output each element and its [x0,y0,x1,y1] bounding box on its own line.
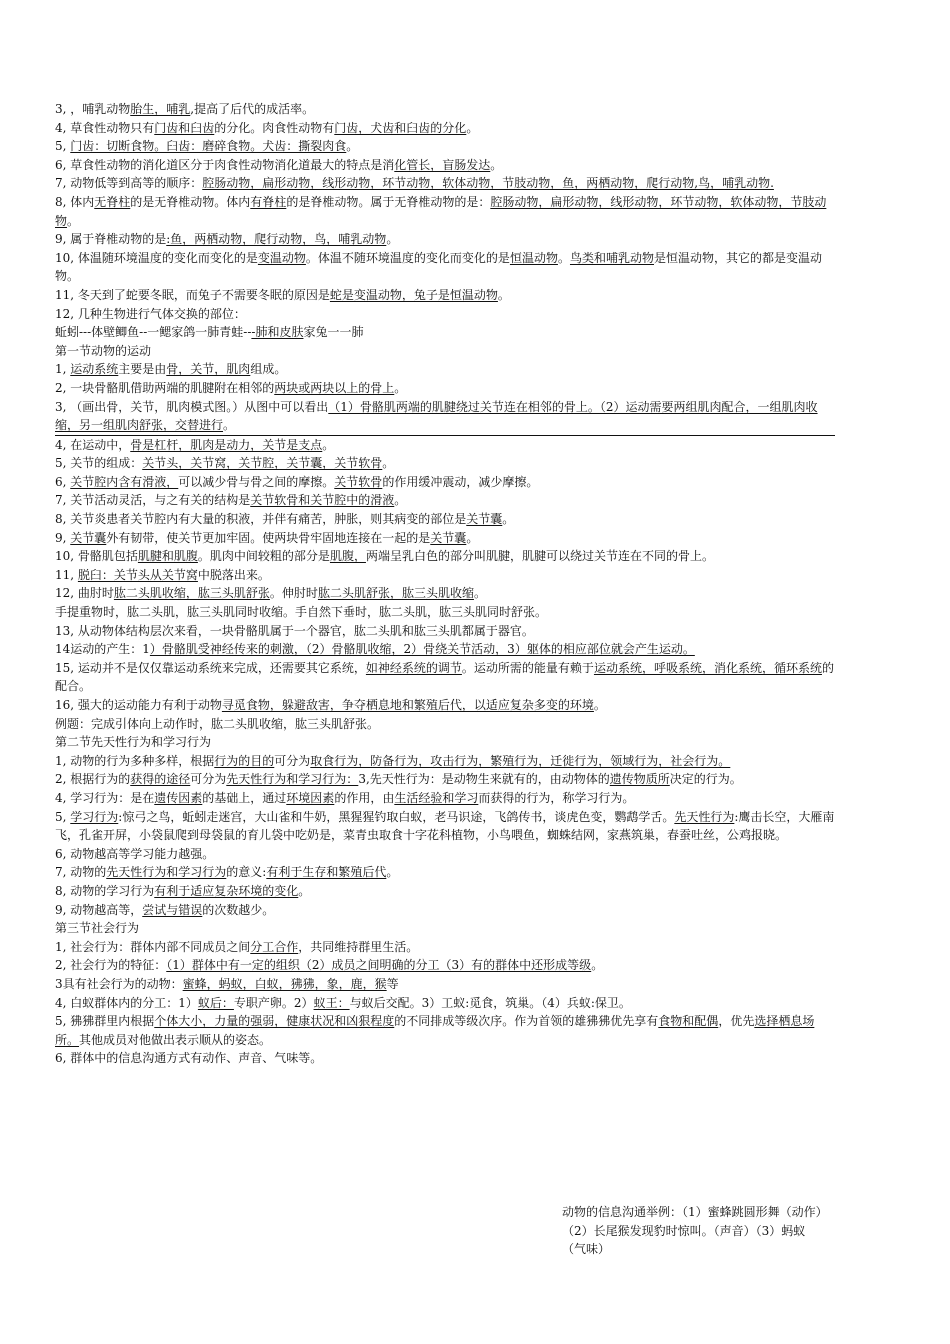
line-text: 中脱落出来。 [197,567,270,582]
text-line [55,473,835,492]
underlined-text: 学习行为 [70,809,119,824]
line-text: 8, 动物的学习行为 [55,883,155,898]
underlined-text: 有利于生存和繁殖后代 [266,865,387,880]
text-line [55,845,835,864]
text-line [55,436,835,455]
underlined-text: -肺和皮肤 [251,325,304,340]
underlined-text: 肌腹， [329,549,366,564]
underlined-text: 运动系统 [70,362,119,377]
line-text: 6, [55,474,71,489]
text-line [55,789,835,808]
underlined-text: 先天性行为和学习行为： [226,772,359,787]
line-text: 主要是由 [118,362,167,377]
underlined-text: 行为的目的 [214,753,275,768]
line-text: 4, 在运动中， [55,437,131,452]
text-line [55,808,835,845]
underlined-text: 选择栖息场所。 [55,1014,815,1047]
underlined-text: 骨，关节，肌肉 [166,362,251,377]
underlined-text: 蚁王： [313,995,350,1010]
underlined-text: 肱二头肌舒张，肱三头肌收缩 [317,586,474,601]
line-text: 13, 从动物体结构层次来看，一块骨骼肌属于一个器官，肱二头肌和肱三头肌都属于器官。 [55,623,534,638]
underlined-text: 恒温动物 [509,250,558,265]
line-text: 。 [67,213,80,228]
line-text: :惊弓之鸟，蚯蚓走迷宫，大山雀和牛奶，黑猩猩钓取白蚁，老马识途，飞鸽传书，谈虎色变，鹦鹉学舌。 [118,809,675,824]
text-line [55,398,835,436]
text-line [55,230,835,249]
text-line [55,733,835,752]
line-text: 第三节社会行为 [55,921,140,936]
line-text: 。 [591,958,604,973]
line-text: 的基础上，通过 [202,790,287,805]
line-text: 8, 体内 [55,194,95,209]
line-text: ，共同维持群里生活。 [298,939,419,954]
line-text: 的意义: [226,865,267,880]
line-text: 。 [394,380,407,395]
underlined-text: 化管长，盲肠发达 [394,157,491,172]
underlined-text: 无脊柱 [94,194,131,209]
text-line [55,863,835,882]
text-line [55,342,835,361]
line-text: 1, 社会行为：群体内部不同成员之间 [55,939,251,954]
text-line [55,770,835,789]
line-text: 12, 几种生物进行气体交换的部位： [55,306,246,321]
line-text: 7, 动物的 [55,865,107,880]
line-text: 专职产卵。2） [233,995,314,1010]
text-line [55,752,835,771]
line-text: 11, [55,567,78,582]
underlined-text: 个体大小，力量的强弱，健康状况和凶狠程度 [154,1014,395,1029]
line-text: 。 [382,456,395,471]
line-text: 。 [473,586,486,601]
text-line [55,1012,835,1049]
text-line [55,584,835,603]
underlined-text: 腔肠动物，扁形动物，线形动物，环节动物，软体动物，节肢动物，鱼，两栖动物，爬行动物,鸟，哺乳动物. [202,176,774,191]
line-text: 10, 骨骼肌包括 [55,549,138,564]
underlined-text: 蚁后： [197,995,234,1010]
line-text: 例题：完成引体向上动作时，肱二头肌收缩，肱三头肌舒张。 [55,716,380,731]
line-text: 。 [502,512,515,527]
line-text: 可分为 [274,753,311,768]
underlined-text: （1）骨骼肌两端的肌腱绕过关节连在相邻的骨上。（2）运动需要两组肌肉配合，一组肌肉收缩，另一组肌肉舒张，交替进行 [55,399,818,433]
line-text: 。运动所需的能量有赖于 [461,660,594,675]
underlined-text: 关节头，关节窝，关节腔，关节囊，关节软骨 [142,456,383,471]
underlined-text: 遗传物质所 [609,772,670,787]
line-text: 。伸肘时 [269,586,318,601]
text-line [55,491,835,510]
text-line [55,510,835,529]
line-text: 。肌肉中间较粗的部分是 [197,549,330,564]
line-text: 。 [557,250,570,265]
line-text: 5, [55,139,71,154]
line-text: 。 [322,437,335,452]
underlined-text: （1）群体中有一定的组织（2）成员之间明确的分工（3）有的群体中还形成等级 [166,958,592,973]
underlined-text: 有脊柱 [250,194,287,209]
underlined-text: 门齿和臼齿 [154,120,215,135]
underlined-text: 环境因素 [286,790,335,805]
underlined-text: 关节软骨和关节腔中的滑液 [250,493,395,508]
line-text: 。 [466,530,479,545]
underlined-text: 取食行为，防备行为，攻击行为，繁殖行为，迁徙行为，领域行为，社会行为。 [310,753,731,768]
underlined-text: 获得的途径 [130,772,191,787]
line-text: 2, 一块骨骼肌借助两端的肌腱附在相邻的 [55,380,275,395]
line-text: 5, 关节的组成： [55,456,143,471]
underlined-text: 先天性行为和学习行为 [106,865,227,880]
underlined-text: 如神经系统的调节 [365,660,462,675]
line-text: 而获得的行为，称学习行为。 [478,790,635,805]
underlined-text: 关节软骨 [334,474,383,489]
underlined-text: 运动系统，呼吸系统，消化系统，循环系统 [593,660,822,675]
line-text: 15, 运动并不是仅仅靠运动系统来完成，还需要其它系统， [55,660,366,675]
underlined-text: 分工合作 [250,939,299,954]
line-text: 3, ，哺乳动物 [55,102,131,116]
line-text: 手提重物时，肱二头肌，肱三头肌同时收缩。手自然下垂时，肱二头肌，肱三头肌同时舒张。 [55,605,548,620]
underlined-text: 寻觅食物，躲避敌害，争夺栖息地和繁殖后代，以适应复杂多变的环境 [221,698,594,712]
document-body [55,100,835,1068]
line-text: 第一节动物的运动 [55,343,152,358]
line-text: 决定的行为。 [669,772,742,787]
line-text: 5, [55,809,71,824]
underlined-text: 腔肠动物，扁形动物，线形动物，环节动物，软体动物，节肢动物 [55,194,827,228]
text-line [55,119,835,138]
line-text: 4, 白蚁群体内的分工：1） [55,995,198,1010]
line-text: 9, 动物越高等， [55,902,143,917]
line-text: 16, 强大的运动能力有利于动物 [55,698,222,712]
text-line [55,975,835,994]
text-line [55,659,835,696]
line-text: 5, 狒狒群里内根据 [55,1014,155,1029]
line-text: 。 [298,883,311,898]
text-line [55,640,835,659]
text-line [55,174,835,193]
underlined-text: 肌腱和肌腹 [137,549,198,564]
line-text: 12, 曲肘时 [55,586,114,601]
underlined-text: 变温动物 [257,250,306,265]
line-text: 14运动的产生：1 [55,642,150,657]
text-line [55,547,835,566]
text-line [55,379,835,398]
line-text: 与蚁后交配。3）工蚁:觅食，筑巢。（4）兵蚁:保卫。 [349,995,631,1010]
underlined-text: 有利于适应复杂环境的变化 [154,883,299,898]
underlined-text: 蛇是变温动物，兔子是恒温动物 [329,287,498,302]
text-line [55,137,835,156]
line-text: 第二节先天性行为和学习行为 [55,735,212,750]
line-text: 蚯蚓---体壁鲫鱼--一鳃家鸽一肺青蛙-- [55,325,252,340]
line-text: 10, 体温随环境温度的变化而变化的是 [55,250,258,265]
text-line [55,696,835,715]
line-text: 的分化。肉食性动物有 [214,120,335,135]
line-text: 的不同排成等级次序。作为首领的雄狒狒优先享有 [394,1014,659,1029]
text-line [55,323,835,342]
underlined-text: 骨是杠杆，肌肉是动力，关节是支点 [130,437,323,452]
line-text: 。体温不随环境温度的变化而变化的是 [305,250,510,265]
line-text: 等 [386,976,399,991]
underlined-text: 遗传因素 [154,790,203,805]
line-text: 1, [55,362,71,377]
line-text: 其他成员对他做出表示顺从的姿态。 [79,1032,272,1047]
text-line [55,603,835,622]
underlined-text: 关节腔内含有滑液， [70,474,179,489]
underlined-text: 关节囊 [466,512,503,527]
line-text: 4, 学习行为：是在 [55,790,155,805]
underlined-text: 胎生，哺乳 [130,102,191,116]
text-line [55,956,835,975]
line-text: 的是脊椎动物。属于无脊椎动物的是： [286,194,491,209]
line-text: 。 [490,157,503,172]
line-text: 9, 属于脊椎动物的是 [55,232,167,247]
text-line [55,305,835,324]
text-line [55,919,835,938]
line-text: 两端呈乳白色的部分叫肌腱，肌腱可以绕过关节连在不同的骨上。 [365,549,714,564]
line-text: 6, 动物越高等学习能力越强。 [55,846,215,861]
text-line [55,454,835,473]
line-text: 。 [394,493,407,508]
underlined-text: 尝试与错误 [142,902,203,917]
line-text: 6, 草食性动物的消化道区分于肉食性动物消化道最大的特点是消 [55,157,395,172]
line-text: 9, [55,530,71,545]
line-text: 组成。 [250,362,287,377]
line-text: 。 [497,287,510,302]
text-line [55,100,835,119]
line-text: 。 [223,418,236,433]
line-text: 2, 根据行为的 [55,772,131,787]
underlined-text: 门齿，犬齿和臼齿的分化 [334,120,467,135]
text-line [55,529,835,548]
text-line [55,901,835,920]
line-text: 家兔一一肺 [303,325,364,340]
line-text: 3, （画出骨，关节，肌肉模式图。）从图中可以看出 [55,399,329,414]
underlined-text: :鱼，两栖动物，爬行动物，鸟，哺乳动物 [166,232,387,247]
line-text: 可分为 [190,772,227,787]
line-text: 7, 关节活动灵活，与之有关的结构是 [55,493,251,508]
line-text: 的作用，由 [334,790,395,805]
text-line [55,286,835,305]
underlined-text: 关节囊 [430,530,467,545]
text-line [55,1049,835,1068]
underlined-text: 食物和配偶 [658,1014,719,1029]
line-text: 11, 冬天到了蛇要冬眠，而兔子不需要冬眠的原因是 [55,287,330,302]
line-text: ,提高了后代的成活率。 [190,102,315,116]
line-text: 可以减少骨与骨之间的摩擦。 [178,474,335,489]
line-text: 。 [593,698,606,712]
underlined-text: 生活经验和学习 [394,790,479,805]
underlined-text: 肱二头肌收缩，肱三头肌舒张 [113,586,270,601]
underlined-text: 鸟类和哺乳动物 [569,250,654,265]
underlined-text: 两块或两块以上的骨上 [274,380,395,395]
line-text: 的配合。 [55,660,834,694]
text-line [55,193,835,230]
underlined-text: 脱臼：关节头从关节窝 [77,567,198,582]
line-text: :鹰击长空，大雁南飞，孔雀开屏，小袋鼠爬到母袋鼠的育儿袋中吃奶是，菜青虫取食十字花科植物，小鸟喂鱼，蜘蛛结网，家燕筑巢，春蚕吐丝，公鸡报晓。 [55,809,835,843]
line-text: 8, 关节炎患者关节腔内有大量的积液，并伴有痛苦，肿胀，则其病变的部位是 [55,512,467,527]
line-text: 。 [346,139,359,154]
line-text: 。 [386,865,399,880]
line-text: 3,先天性行为：是动物生来就有的，由动物体的 [358,772,610,787]
line-text: 6, 群体中的信息沟通方式有动作、声音、气味等。 [55,1051,323,1066]
line-text: 1, 动物的行为多种多样，根据 [55,753,215,768]
line-text: 。 [466,120,479,135]
line-text: 2, 社会行为的特征： [55,958,167,973]
text-line [55,882,835,901]
line-text: 3具有社会行为的动物： [55,976,183,991]
text-line [55,938,835,957]
text-line [55,566,835,585]
text-line [55,156,835,175]
line-text: 是恒温动物，其它的都是变温动物。 [55,250,822,284]
line-text: 的次数越少。 [202,902,275,917]
line-text: 的作用缓冲震动，减少摩擦。 [382,474,539,489]
text-line [55,622,835,641]
underlined-text: 先天性行为 [674,809,735,824]
line-text: ，优先 [718,1014,755,1029]
text-line [55,994,835,1013]
text-line [55,249,835,286]
underlined-text: 蜜蜂，蚂蚁，白蚁，狒狒，象，鹿，猴 [182,976,387,991]
line-text: 4, 草食性动物只有 [55,120,155,135]
side-note-communication-examples: 动物的信息沟通举例：（1）蜜蜂跳圆形舞（动作）（2）长尾猴发现豹时惊叫。（声音）（3）蚂蚁（气味） [562,1205,822,1257]
underlined-text: 关节囊 [70,530,107,545]
underlined-text: 门齿：切断食物。臼齿：磨碎食物。犬齿：撕裂肉食 [70,139,347,154]
text-line [55,360,835,379]
underlined-text: ）骨骼肌受神经传来的刺激，（2）骨骼肌收缩，2）骨绕关节活动，3）躯体的相应部位就会产生运动。 [149,642,695,657]
line-text: 。 [386,232,399,247]
line-text: 7, 动物低等到高等的顺序： [55,176,203,191]
line-text: 外有韧带，使关节更加牢固。使两块骨牢固地连接在一起的是 [106,530,431,545]
line-text: 的是无脊椎动物。体内 [130,194,251,209]
text-line [55,715,835,734]
